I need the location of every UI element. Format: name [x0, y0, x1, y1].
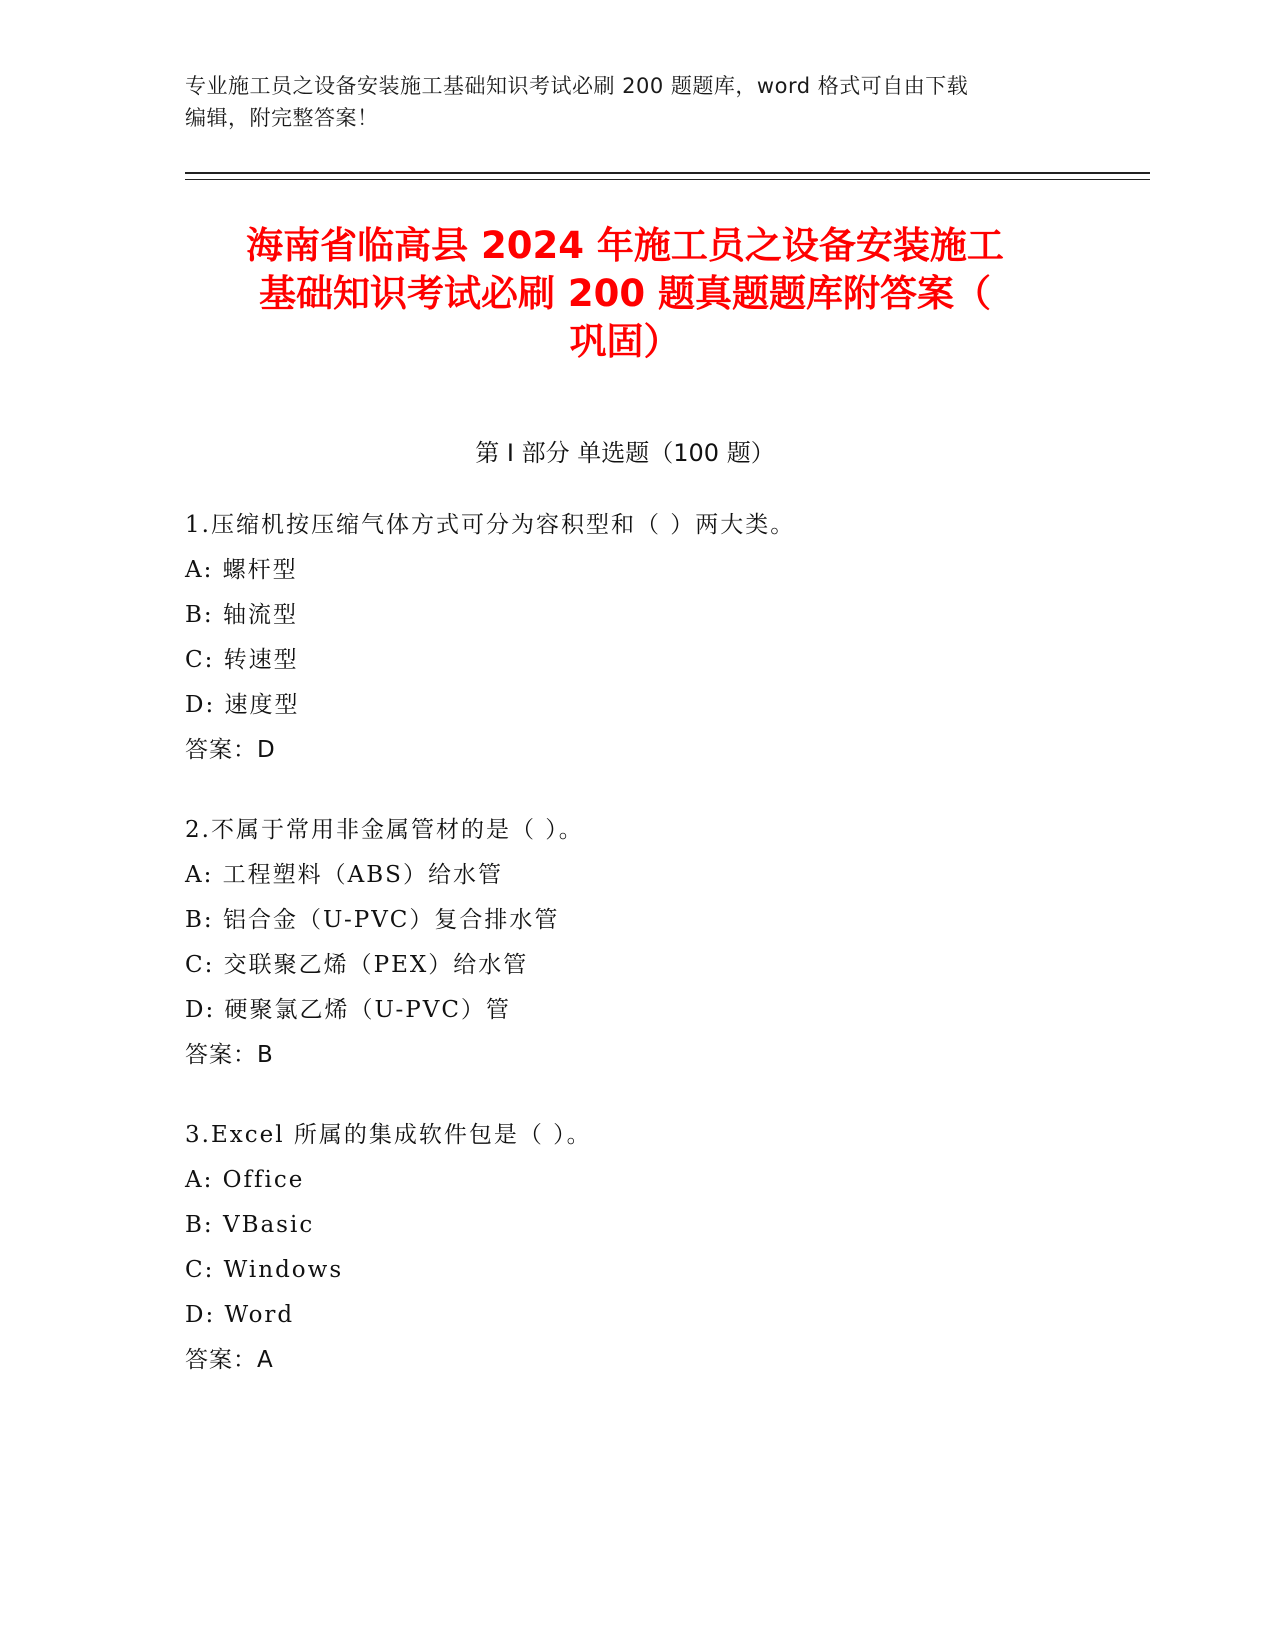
answer: 答案：A: [185, 1347, 274, 1373]
question-3: [185, 1113, 1085, 1383]
document-title-line-2: 基础知识考试必刷 200 题真题题库附答案（: [259, 272, 991, 315]
section-heading: 第 I 部分 单选题（100 题）: [475, 439, 775, 467]
answer: 答案：B: [185, 1042, 274, 1068]
header-note-line-1: 专业施工员之设备安装施工基础知识考试必刷 200 题题库，word 格式可自由下载: [185, 74, 969, 98]
header-divider-thin: [185, 179, 1150, 180]
header-note: [185, 70, 1075, 134]
option-d: D: 硬聚氯乙烯（U-PVC）管: [185, 997, 511, 1023]
document-title: [185, 222, 1065, 366]
option-c: C: Windows: [185, 1257, 344, 1283]
answer: 答案：D: [185, 737, 276, 763]
question-2: [185, 808, 1085, 1078]
question-stem: 1.压缩机按压缩气体方式可分为容积型和（ ）两大类。: [185, 512, 796, 538]
option-a: A: 螺杆型: [185, 557, 298, 583]
document-title-line-1: 海南省临高县 2024 年施工员之设备安装施工: [246, 224, 1004, 267]
option-a: A: 工程塑料（ABS）给水管: [185, 862, 503, 888]
header-divider-thick: [185, 172, 1150, 174]
option-c: C: 交联聚乙烯（PEX）给水管: [185, 952, 529, 978]
option-d: D: Word: [185, 1302, 295, 1328]
option-b: B: 轴流型: [185, 602, 298, 628]
question-stem: 3.Excel 所属的集成软件包是（ ）。: [185, 1122, 592, 1148]
option-b: B: 铝合金（U-PVC）复合排水管: [185, 907, 560, 933]
question-stem: 2.不属于常用非金属管材的是（ ）。: [185, 817, 584, 843]
option-a: A: Office: [185, 1167, 305, 1193]
header-note-line-2: 编辑，附完整答案！: [185, 106, 379, 130]
option-b: B: VBasic: [185, 1212, 315, 1238]
question-1: [185, 503, 1085, 773]
document-title-line-3: 巩固）: [569, 320, 681, 363]
option-d: D: 速度型: [185, 692, 300, 718]
option-c: C: 转速型: [185, 647, 299, 673]
